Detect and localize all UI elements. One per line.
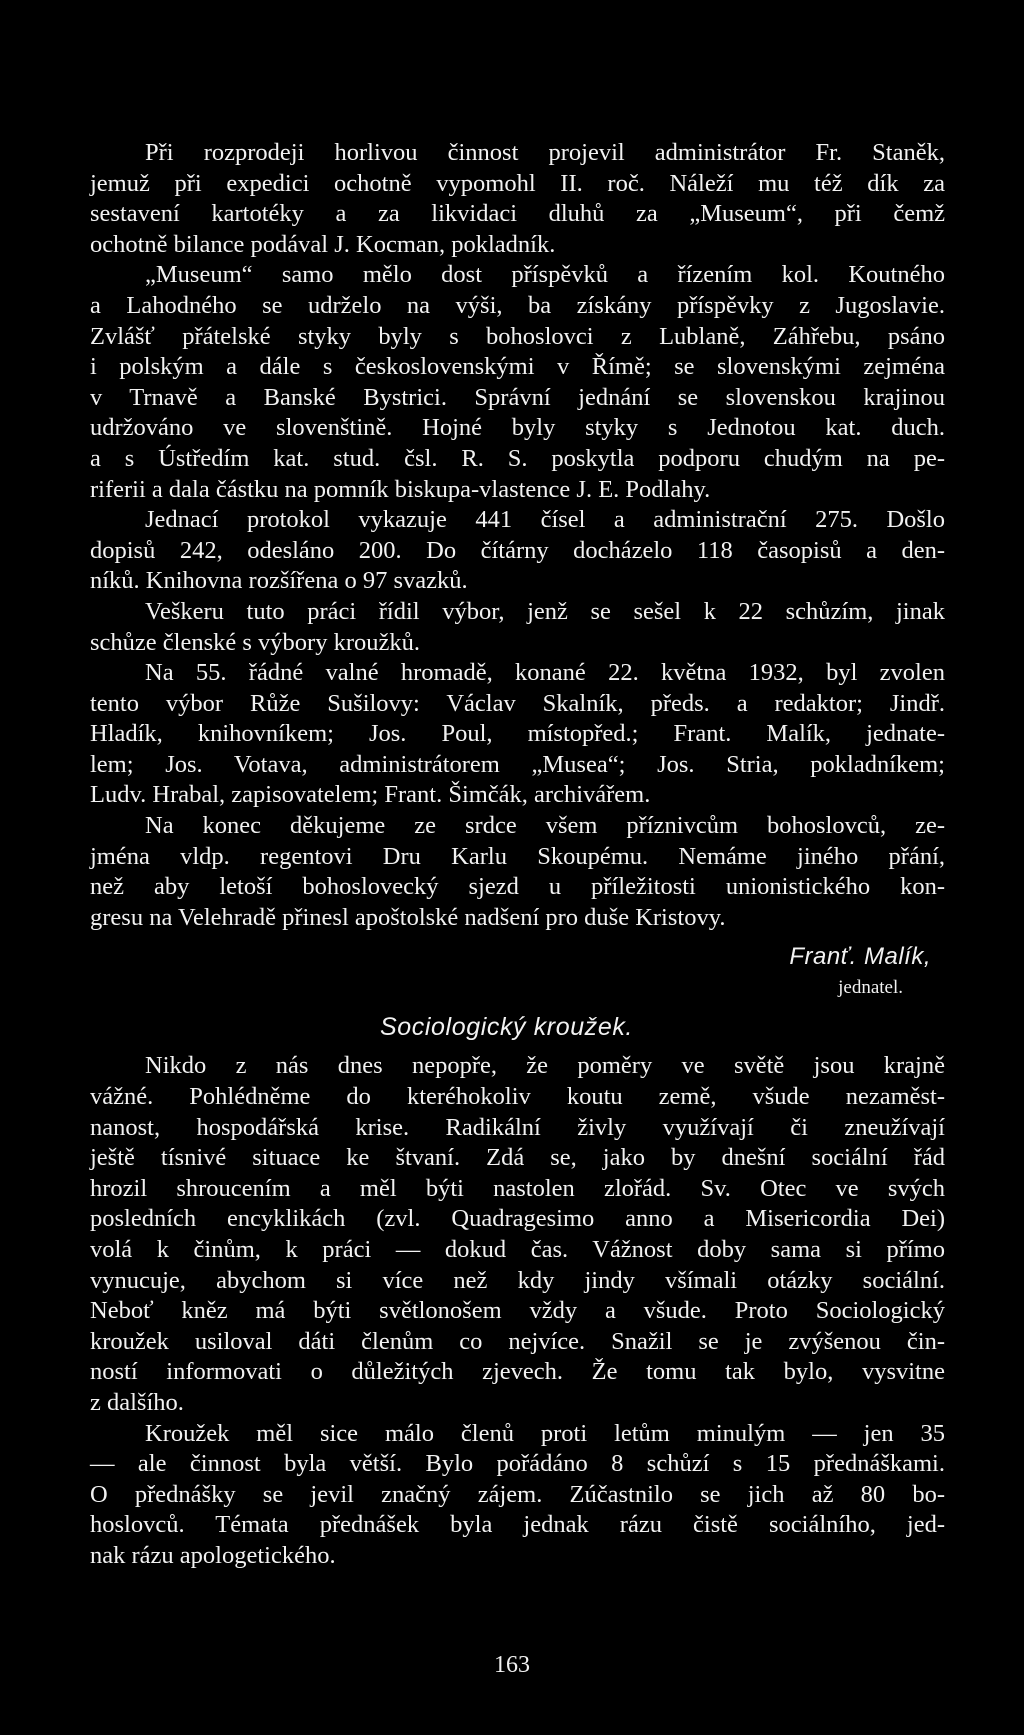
text-line: gresu na Velehradě přinesl apoštolské nadšení pro duše Kristovy. xyxy=(90,903,726,931)
text-line: ještě tísnivé situace ke štvaní. Zdá se, jako by dnešní sociální řád xyxy=(90,1144,945,1172)
text-line: Hladík, knihovníkem; Jos. Poul, místopřed.; Frant. Malík, jednate- xyxy=(90,720,945,748)
text-line: nanost, hospodářská krise. Radikální živly využívají či zneužívají xyxy=(90,1113,945,1141)
text-line: i polským a dále s československými v Římě; se slovenskými zejména xyxy=(90,353,945,381)
paragraph xyxy=(90,658,945,811)
text-line: ochotně bilance podával J. Kocman, pokladník. xyxy=(90,230,556,258)
text-line: Na konec děkujeme ze srdce všem příznivcům bohoslovců, ze- xyxy=(145,812,945,840)
text-line: níků. Knihovna rozšířena o 97 svazků. xyxy=(90,567,468,595)
text-line: dopisů 242, odesláno 200. Do čítárny docházelo 118 časopisů a den- xyxy=(90,536,945,564)
text-line: Veškeru tuto práci řídil výbor, jenž se sešel k 22 schůzím, jinak xyxy=(145,597,945,625)
paragraph xyxy=(90,505,945,597)
text-line: vynucuje, abychom si více než kdy jindy všímali otázky sociální. xyxy=(90,1266,945,1294)
page-text xyxy=(90,138,945,1572)
article-text-bottom xyxy=(90,1051,945,1571)
text-line: Na 55. řádné valné hromadě, konané 22. května 1932, byl zvolen xyxy=(145,659,945,687)
text-line: Jednací protokol vykazuje 441 čísel a administrační 275. Došlo xyxy=(145,506,945,534)
text-line: — ale činnost byla větší. Bylo pořádáno 8 schůzí s 15 přednáškami. xyxy=(90,1450,945,1478)
text-line: ností informovati o důležitých zjevech. Že tomu tak bylo, vysvitne xyxy=(90,1358,945,1386)
text-line: Kroužek měl sice málo členů proti letům minulým — jen 35 xyxy=(145,1419,945,1447)
text-line: posledních encyklikách (zvl. Quadragesimo anno a Misericordia Dei) xyxy=(90,1205,945,1233)
page-number: 163 xyxy=(494,1652,530,1678)
paragraph xyxy=(90,811,945,933)
text-line: a Lahodného se udrželo na výši, ba získány příspěvky z Jugoslavie. xyxy=(90,291,945,319)
paragraph xyxy=(90,260,945,505)
text-line: v Trnavě a Banské Bystrici. Správní jednání se slovenskou krajinou xyxy=(90,383,945,411)
section-heading: Sociologický kroužek. xyxy=(380,1013,633,1042)
paragraph xyxy=(90,1419,945,1572)
paragraph xyxy=(90,597,945,658)
text-line: Ludv. Hrabal, zapisovatelem; Frant. Šimčák, archivářem. xyxy=(90,781,651,809)
text-line: schůze členské s výbory kroužků. xyxy=(90,628,420,656)
text-line: hoslovců. Témata přednášek byla jednak rázu čistě sociálního, jed- xyxy=(90,1511,945,1539)
text-line: tento výbor Růže Sušilovy: Václav Skalník, předs. a redaktor; Jindř. xyxy=(90,689,945,717)
text-line: hrozil shroucením a měl býti nastolen zlořád. Sv. Otec ve svých xyxy=(90,1174,945,1202)
text-line: Nikdo z nás dnes nepopře, že poměry ve světě jsou krajně xyxy=(145,1052,945,1080)
text-line: sestavení kartotéky a za likvidaci dluhů za „Museum“, při čemž xyxy=(90,200,945,228)
text-line: kroužek usiloval dáti členům co nejvíce. Snažil se je zvýšenou čin- xyxy=(90,1327,945,1355)
signature-role: jednatel. xyxy=(838,977,903,999)
text-line: vážné. Pohlédněme do kteréhokoliv koutu země, všude nezaměst- xyxy=(90,1083,945,1111)
signature-block xyxy=(90,933,945,1051)
text-line: lem; Jos. Votava, administrátorem „Musea“; Jos. Stria, pokladníkem; xyxy=(90,750,945,778)
text-line: jemuž při expedici ochotně vypomohl II. roč. Náleží mu též dík za xyxy=(90,169,945,197)
text-line: z dalšího. xyxy=(90,1388,184,1416)
text-line: „Museum“ samo mělo dost příspěvků a řízením kol. Koutného xyxy=(145,261,945,289)
text-line: a s Ústředím kat. stud. čsl. R. S. poskytla podporu chudým na pe- xyxy=(90,444,945,472)
article-text-top xyxy=(90,138,945,933)
text-line: udržováno ve slovenštině. Hojné byly styky s Jednotou kat. duch. xyxy=(90,414,945,442)
paragraph xyxy=(90,1051,945,1418)
text-line: než aby letoší bohoslovecký sjezd u příležitosti unionistického kon- xyxy=(90,873,945,901)
text-line: Při rozprodeji horlivou činnost projevil administrátor Fr. Staněk, xyxy=(145,139,945,166)
text-line: nak rázu apologetického. xyxy=(90,1541,336,1569)
text-line: Neboť kněz má býti světlonošem vždy a všude. Proto Sociologický xyxy=(90,1297,945,1325)
signature-name: Franť. Malík, xyxy=(789,943,931,971)
text-line: Zvlášť přátelské styky byly s bohoslovci z Lublaně, Záhřebu, psáno xyxy=(90,322,945,350)
text-line: jména vldp. regentovi Dru Karlu Skoupému. Nemáme jiného přání, xyxy=(90,842,945,870)
paragraph xyxy=(90,138,945,260)
text-line: riferii a dala částku na pomník biskupa-vlastence J. E. Podlahy. xyxy=(90,475,711,503)
text-line: O přednášky se jevil značný zájem. Zúčastnilo se jich až 80 bo- xyxy=(90,1480,945,1508)
text-line: volá k činům, k práci — dokud čas. Vážnost doby sama si přímo xyxy=(90,1236,945,1263)
